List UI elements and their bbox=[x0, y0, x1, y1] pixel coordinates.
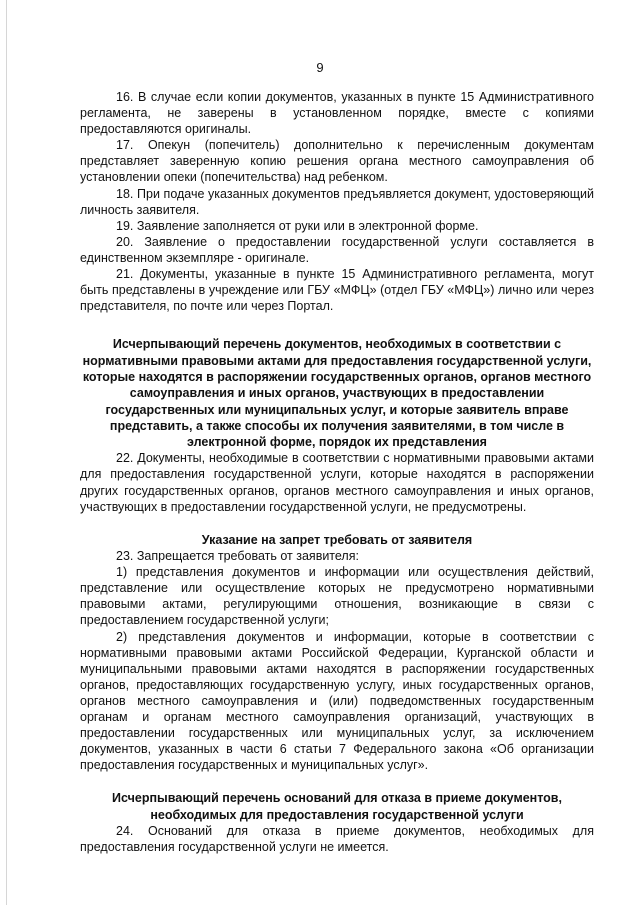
paragraph-24: 24. Оснований для отказа в приеме документов, необходимых для предоставления государственной услуги не имеется. bbox=[80, 823, 594, 855]
paragraph-22: 22. Документы, необходимые в соответствии с нормативными правовыми актами для предоставления государственной услуги, которые находятся в распоряжении других государственных органов, органов местного самоуправления и иных органов, участвующих в предоставлении государственной услуги, не предусмотрены. bbox=[80, 451, 594, 514]
paragraph-17: 17. Опекун (попечитель) дополнительно к перечисленным документам представляет заверенную копию решения органа местного самоуправления об установлении опеки (попечительства) над ребенком. bbox=[80, 138, 594, 185]
paragraph-19: 19. Заявление заполняется от руки или в электронной форме. bbox=[116, 218, 479, 233]
paragraph-23-item-1: 1) представления документов и информации или осуществления действий, представление или осуществление которых не предусмотрено нормативными правовыми актами, регулирующими отношения, возникающие в связи с предоставлением государственной услуги; bbox=[80, 565, 594, 628]
page-edge bbox=[6, 0, 7, 905]
section-heading-documents-list: Исчерпывающий перечень документов, необходимых в соответствии с нормативными правовыми актами для предоставления государственной услуги, которые находятся в распоряжении государственных органов, органов местного самоуправления и иных органов, участвующих в предоставлении государственных или муниципальных услуг, и которые заявитель вправе представить, а также способы их получения заявителями, в том числе в электронной форме, порядок их представления bbox=[82, 337, 592, 450]
paragraph-23-item-2: 2) представления документов и информации, которые в соответствии с нормативными правовыми актами Российской Федерации, Курганской области и муниципальными правовыми актами находятся в распоряжении государственных органов, предоставляющих государственную услугу, иных государственных органов, органов местного самоуправления и (или) подведомственных государственным органам и органам местного самоуправления организаций, участвующих в предоставлении государственных или муниципальных услуг, за исключением документов, указанных в части 6 статьи 7 Федерального закона «Об организации предоставления государственных и муниципальных услуг». bbox=[80, 629, 594, 773]
paragraph-21: 21. Документы, указанные в пункте 15 Административного регламента, могут быть представлены в учреждение или ГБУ «МФЦ» (отдел ГБУ «МФЦ») лично или через представителя, по почте или через Портал. bbox=[80, 267, 594, 314]
section-heading-prohibition: Указание на запрет требовать от заявителя bbox=[201, 532, 473, 547]
paragraph-18: 18. При подаче указанных документов предъявляется документ, удостоверяющий личность заявителя. bbox=[80, 186, 594, 217]
paragraph-23: 23. Запрещается требовать от заявителя: bbox=[116, 549, 359, 564]
page-number: 9 bbox=[316, 60, 324, 75]
document-body bbox=[80, 89, 594, 855]
section-heading-refusal-grounds: Исчерпывающий перечень оснований для отказа в приеме документов, необходимых для предоставления государственной услуги bbox=[112, 791, 562, 822]
paragraph-16: 16. В случае если копии документов, указанных в пункте 15 Административного регламента, не заверены в установленном порядке, вместе с копиями предоставляются оригиналы. bbox=[80, 90, 594, 137]
paragraph-20: 20. Заявление о предоставлении государственной услуги составляется в единственном экземпляре - оригинале. bbox=[80, 234, 594, 265]
